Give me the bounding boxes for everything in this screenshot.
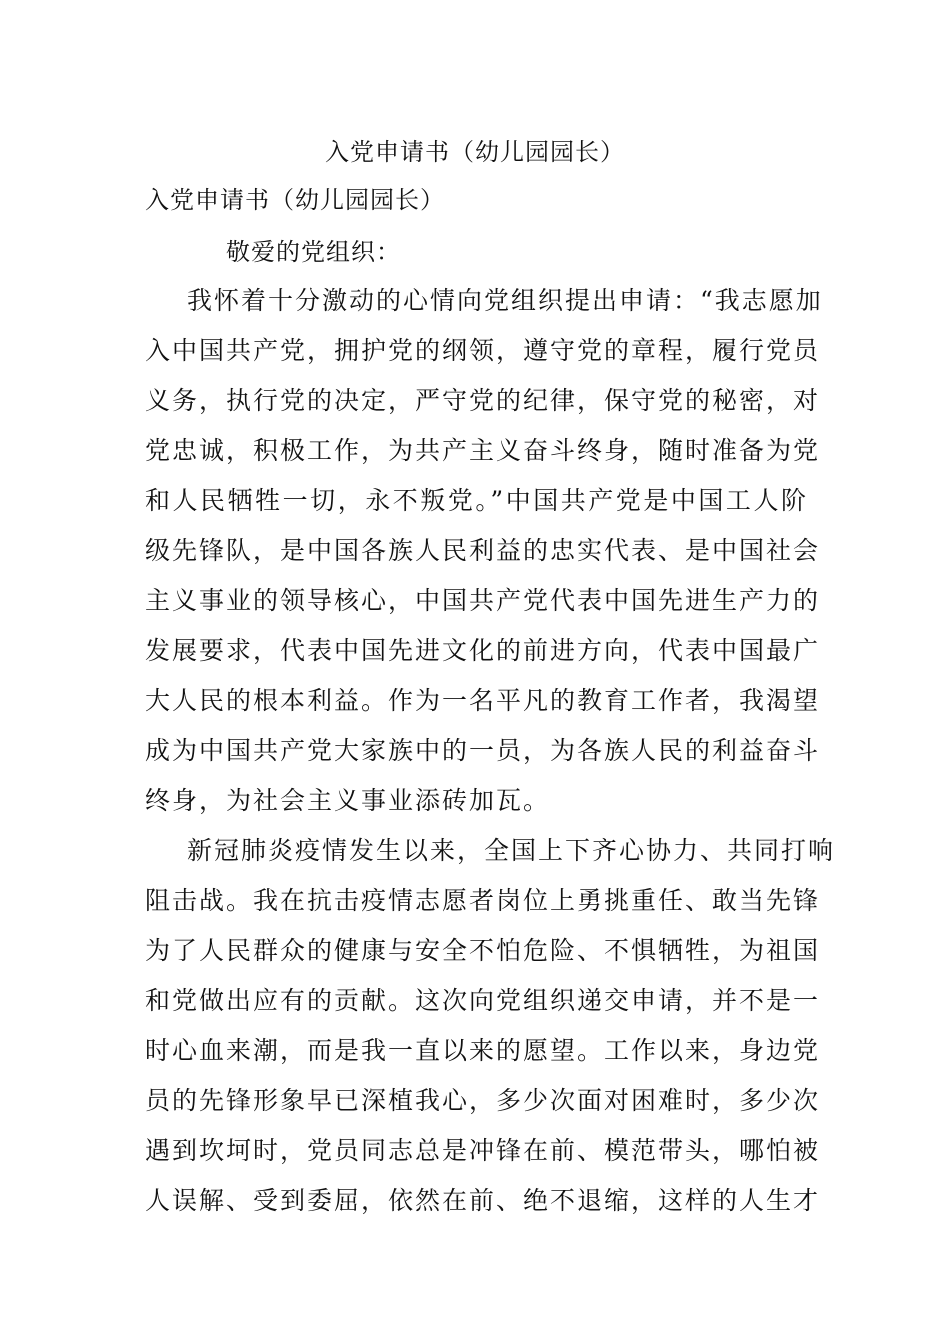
- paragraph-line: 主义事业的领导核心，中国共产党代表中国先进生产力的: [145, 586, 821, 615]
- paragraph-line: 义务，执行党的决定，严守党的纪律，保守党的秘密，对: [145, 386, 821, 415]
- paragraph-1: [145, 276, 823, 826]
- paragraph-line: 时心血来潮，而是我一直以来的愿望。工作以来，身边党: [145, 1036, 821, 1065]
- paragraph-line: 终身，为社会主义事业添砖加瓦。: [145, 786, 551, 815]
- document-title: 入党申请书（幼儿园园长）: [325, 138, 625, 166]
- paragraph-line: 发展要求，代表中国先进文化的前进方向，代表中国最广: [145, 636, 821, 665]
- paragraph-line: 遇到坎坷时，党员同志总是冲锋在前、模范带头，哪怕被: [145, 1136, 821, 1165]
- paragraph-line: 党忠诚，积极工作，为共产主义奋斗终身，随时准备为党: [145, 436, 821, 465]
- paragraph-line: 阻击战。我在抗击疫情志愿者岗位上勇挑重任、敢当先锋: [145, 886, 821, 915]
- paragraph-line: 和党做出应有的贡献。这次向党组织递交申请，并不是一: [145, 986, 821, 1015]
- paragraph-line: 我怀着十分激动的心情向党组织提出申请：“我志愿加: [187, 286, 823, 315]
- paragraph-2: [145, 826, 836, 1226]
- paragraph-line: 大人民的根本利益。作为一名平凡的教育工作者，我渴望: [145, 686, 821, 715]
- paragraph-line: 级先锋队，是中国各族人民利益的忠实代表、是中国社会: [145, 536, 821, 565]
- paragraph-line: 人误解、受到委屈，依然在前、绝不退缩，这样的人生才: [145, 1186, 821, 1215]
- document-subtitle: 入党申请书（幼儿园园长）: [145, 186, 445, 214]
- paragraph-line: 和人民牺牲一切，永不叛党。”中国共产党是中国工人阶: [145, 486, 808, 515]
- salutation: 敬爱的党组织：: [226, 238, 401, 266]
- paragraph-line: 入中国共产党，拥护党的纲领，遵守党的章程，履行党员: [145, 336, 821, 365]
- paragraph-line: 新冠肺炎疫情发生以来，全国上下齐心协力、共同打响: [187, 836, 836, 865]
- paragraph-line: 成为中国共产党大家族中的一员，为各族人民的利益奋斗: [145, 736, 821, 765]
- paragraph-line: 员的先锋形象早已深植我心，多少次面对困难时，多少次: [145, 1086, 821, 1115]
- paragraph-line: 为了人民群众的健康与安全不怕危险、不惧牺牲，为祖国: [145, 936, 821, 965]
